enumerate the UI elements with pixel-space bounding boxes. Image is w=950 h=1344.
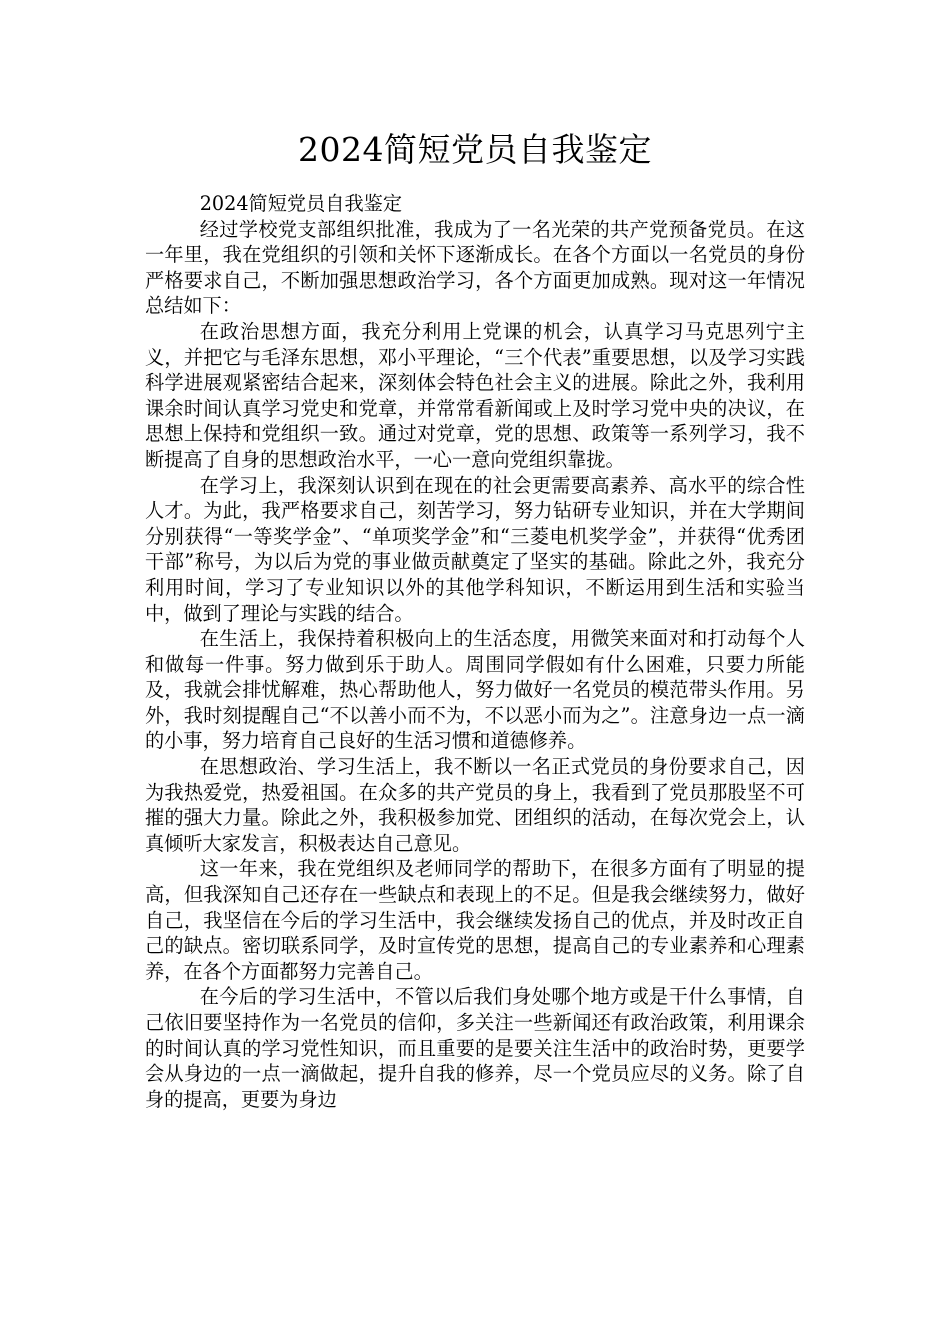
paragraph-life: 在生活上，我保持着积极向上的生活态度，用微笑来面对和打动每个人和做每一件事。努力做到乐于助人。周围同学假如有什么困难，只要力所能及，我就会排忧解难，热心帮助他人，努力做好一名党员的模范带头作用。另外，我时刻提醒自己“不以善小而不为，不以恶小而为之”。注意身边一点一滴的小事，努力培育自己良好的生活习惯和道德修养。 xyxy=(145,627,805,753)
paragraph-study: 在学习上，我深刻认识到在现在的社会更需要高素养、高水平的综合性人才。为此，我严格要求自己，刻苦学习，努力钻研专业知识，并在大学期间分别获得“一等奖学金”、“单项奖学金”和“三菱电机奖学金”，并获得“优秀团干部”称号，为以后为党的事业做贡献奠定了坚实的基础。除此之外，我充分利用时间，学习了专业知识以外的其他学科知识，不断运用到生活和实验当中，做到了理论与实践的结合。 xyxy=(145,473,805,625)
paragraph-future: 在今后的学习生活中，不管以后我们身处哪个地方或是干什么事情，自己依旧要坚持作为一名党员的信仰，多关注一些新闻还有政治政策，利用课余的时间认真的学习党性知识，而且重要的是要关注生活中的政治时势，更要学会从身边的一点一滴做起，提升自我的修养，尽一个党员应尽的义务。除了自身的提高，更要为身边 xyxy=(145,985,805,1111)
paragraph-intro: 经过学校党支部组织批准，我成为了一名光荣的共产党预备党员。在这一年里，我在党组织的引领和关怀下逐渐成长。在各个方面以一名党员的身份严格要求自己，不断加强思想政治学习，各个方面更加成熟。现对这一年情况总结如下： xyxy=(145,217,805,318)
paragraph-subtitle: 2024简短党员自我鉴定 xyxy=(199,192,403,215)
paragraph-year-summary: 这一年来，我在党组织及老师同学的帮助下，在很多方面有了明显的提高，但我深知自己还存在一些缺点和表现上的不足。但是我会继续努力，做好自己，我坚信在今后的学习生活中，我会继续发扬自己的优点，并及时改正自己的缺点。密切联系同学，及时宣传党的思想，提高自己的专业素养和心理素养，在各个方面都努力完善自己。 xyxy=(145,857,805,983)
paragraph-ideology-study-life: 在思想政治、学习生活上，我不断以一名正式党员的身份要求自己，因为我热爱党，热爱祖国。在众多的共产党员的身上，我看到了党员那股坚不可摧的强大力量。除此之外，我积极参加党、团组织的活动，在每次党会上，认真倾听大家发言，积极表达自己意见。 xyxy=(145,755,805,855)
document-body xyxy=(145,191,805,1112)
paragraph-political-thought: 在政治思想方面，我充分利用上党课的机会，认真学习马克思列宁主义，并把它与毛泽东思想，邓小平理论，“三个代表”重要思想，以及学习实践科学进展观紧密结合起来，深刻体会特色社会主义的进展。除此之外，我利用课余时间认真学习党史和党章，并常常看新闻或上及时学习党中央的决议，在思想上保持和党组织一致。通过对党章，党的思想、政策等一系列学习，我不断提高了自身的思想政治水平，一心一意向党组织靠拢。 xyxy=(145,319,805,471)
document-page xyxy=(145,0,805,1112)
document-title: 2024简短党员自我鉴定 xyxy=(298,130,652,169)
